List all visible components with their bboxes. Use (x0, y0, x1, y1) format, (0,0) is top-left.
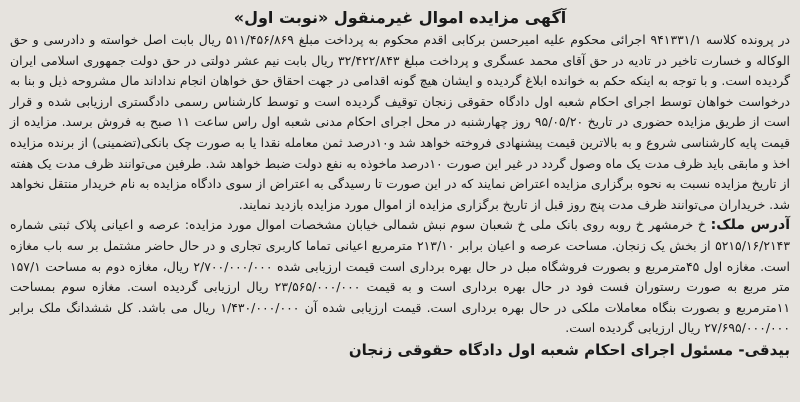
notice-property-paragraph (10, 215, 790, 339)
property-address-heading: آدرس ملک: (710, 217, 790, 234)
notice-main-paragraph: در پرونده کلاسه ۹۴۱۳۳۱/۱ اجرائی محکوم علیه امیرحسن برکابی اقدم محکوم به پرداخت مبلغ ۵۱۱/۴۵۶/۸۶۹ ریال بابت اصل خواسته و دادرسی و حق الوکاله و خسارت تاخیر در تادیه در حق آقای محمد عسگری و پرداخت مبلغ ۳۲/۴۲۲/۸۴۳ ریال بابت نیم عشر دولتی در حق دولت جمهوری اسلامی ایران گردیده است. و با توجه به اینکه حکم به خوانده ابلاغ گردیده و ایشان هیچ گونه اقدامی در جهت احقاق حق خواهان انجام نداداند مال مشروحه ذیل و بنا به درخواست خواهان توسط اجرای احکام شعبه اول دادگاه حقوقی زنجان توقیف گردیده است و توسط کارشناس رسمی دادگستری ارزیابی شده و قرار است از طریق مزایده حضوری در تاریخ ۹۵/۰۵/۲۰ روز چهارشنبه در محل اجرای احکام مدنی شعبه اول راس ساعت ۱۱ صبح به فروش برسد. مزایده از قیمت پایه کارشناسی شروع و به بالاترین قیمت پیشنهادی فروخته خواهد شد و۱۰درصد ثمن معامله نقدا یا به صورت چک بانکی(تضمینی) از برنده مزایده اخذ و مابقی باید ظرف مدت یک ماه وصول گردد در غیر این صورت ۱۰درصد ماخوذه به نفع دولت ضبط خواهد شد. طرفین می‌توانند ظرف مدت یک هفته از تاریخ مزایده نسبت به نحوه برگزاری مزایده اعتراض نمایند که در این صورت تا رسیدگی به اعتراض از سوی دادگاه مزایده به نام خریدار منتقل نخواهد شد. خریداران می‌توانند ظرف مدت پنج روز قبل از تاریخ برگزاری مزایده از اموال مورد مزایده بازدید نمایند. (10, 32, 790, 212)
property-description: خ خرمشهر خ روبه روی بانک ملی خ شعبان سوم نبش شمالی خیابان مشخصات اموال مورد مزایده: عرصه و اعیانی پلاک ثبتی شماره ۵۲۱۵/۱۶/۲۱۴۳ از بخش یک زنجان. مساحت عرصه و اعیان برابر ۲۱۳/۱۰ مترمربع اعیانی تماما کاربری تجاری و در حال حاضر مشتمل بر سه باب مغازه است. مغازه اول ۴۵مترمربع و بصورت فروشگاه مبل در حال بهره برداری است قیمت ارزیابی شده ۲/۷۰۰/۰۰۰/۰۰۰ ریال، مغازه دوم به مساحت ۱۵۷/۱ متر مربع به صورت رستوران فست فود در حال بهره برداری است و به قیمت ۲۳/۵۶۵/۰۰۰/۰۰۰ ریال ارزیابی گردیده است. مغازه سوم بمساحت ۱۱مترمربع و بصورت بنگاه معاملات ملکی در حال بهره برداری است. قیمت ارزیابی شده آن ۱/۴۳۰/۰۰۰/۰۰۰ ریال می باشد. کل ششدانگ ملک برابر ۲۷/۶۹۵/۰۰۰/۰۰۰ ریال ارزیابی گردیده است. (10, 217, 791, 336)
notice-title: آگهی مزایده اموال غیرمنقول «نوبت اول» (233, 8, 567, 27)
notice-signature: بیدقی- مسئول اجرای احکام شعبه اول دادگاه حقوقی زنجان (348, 340, 790, 359)
